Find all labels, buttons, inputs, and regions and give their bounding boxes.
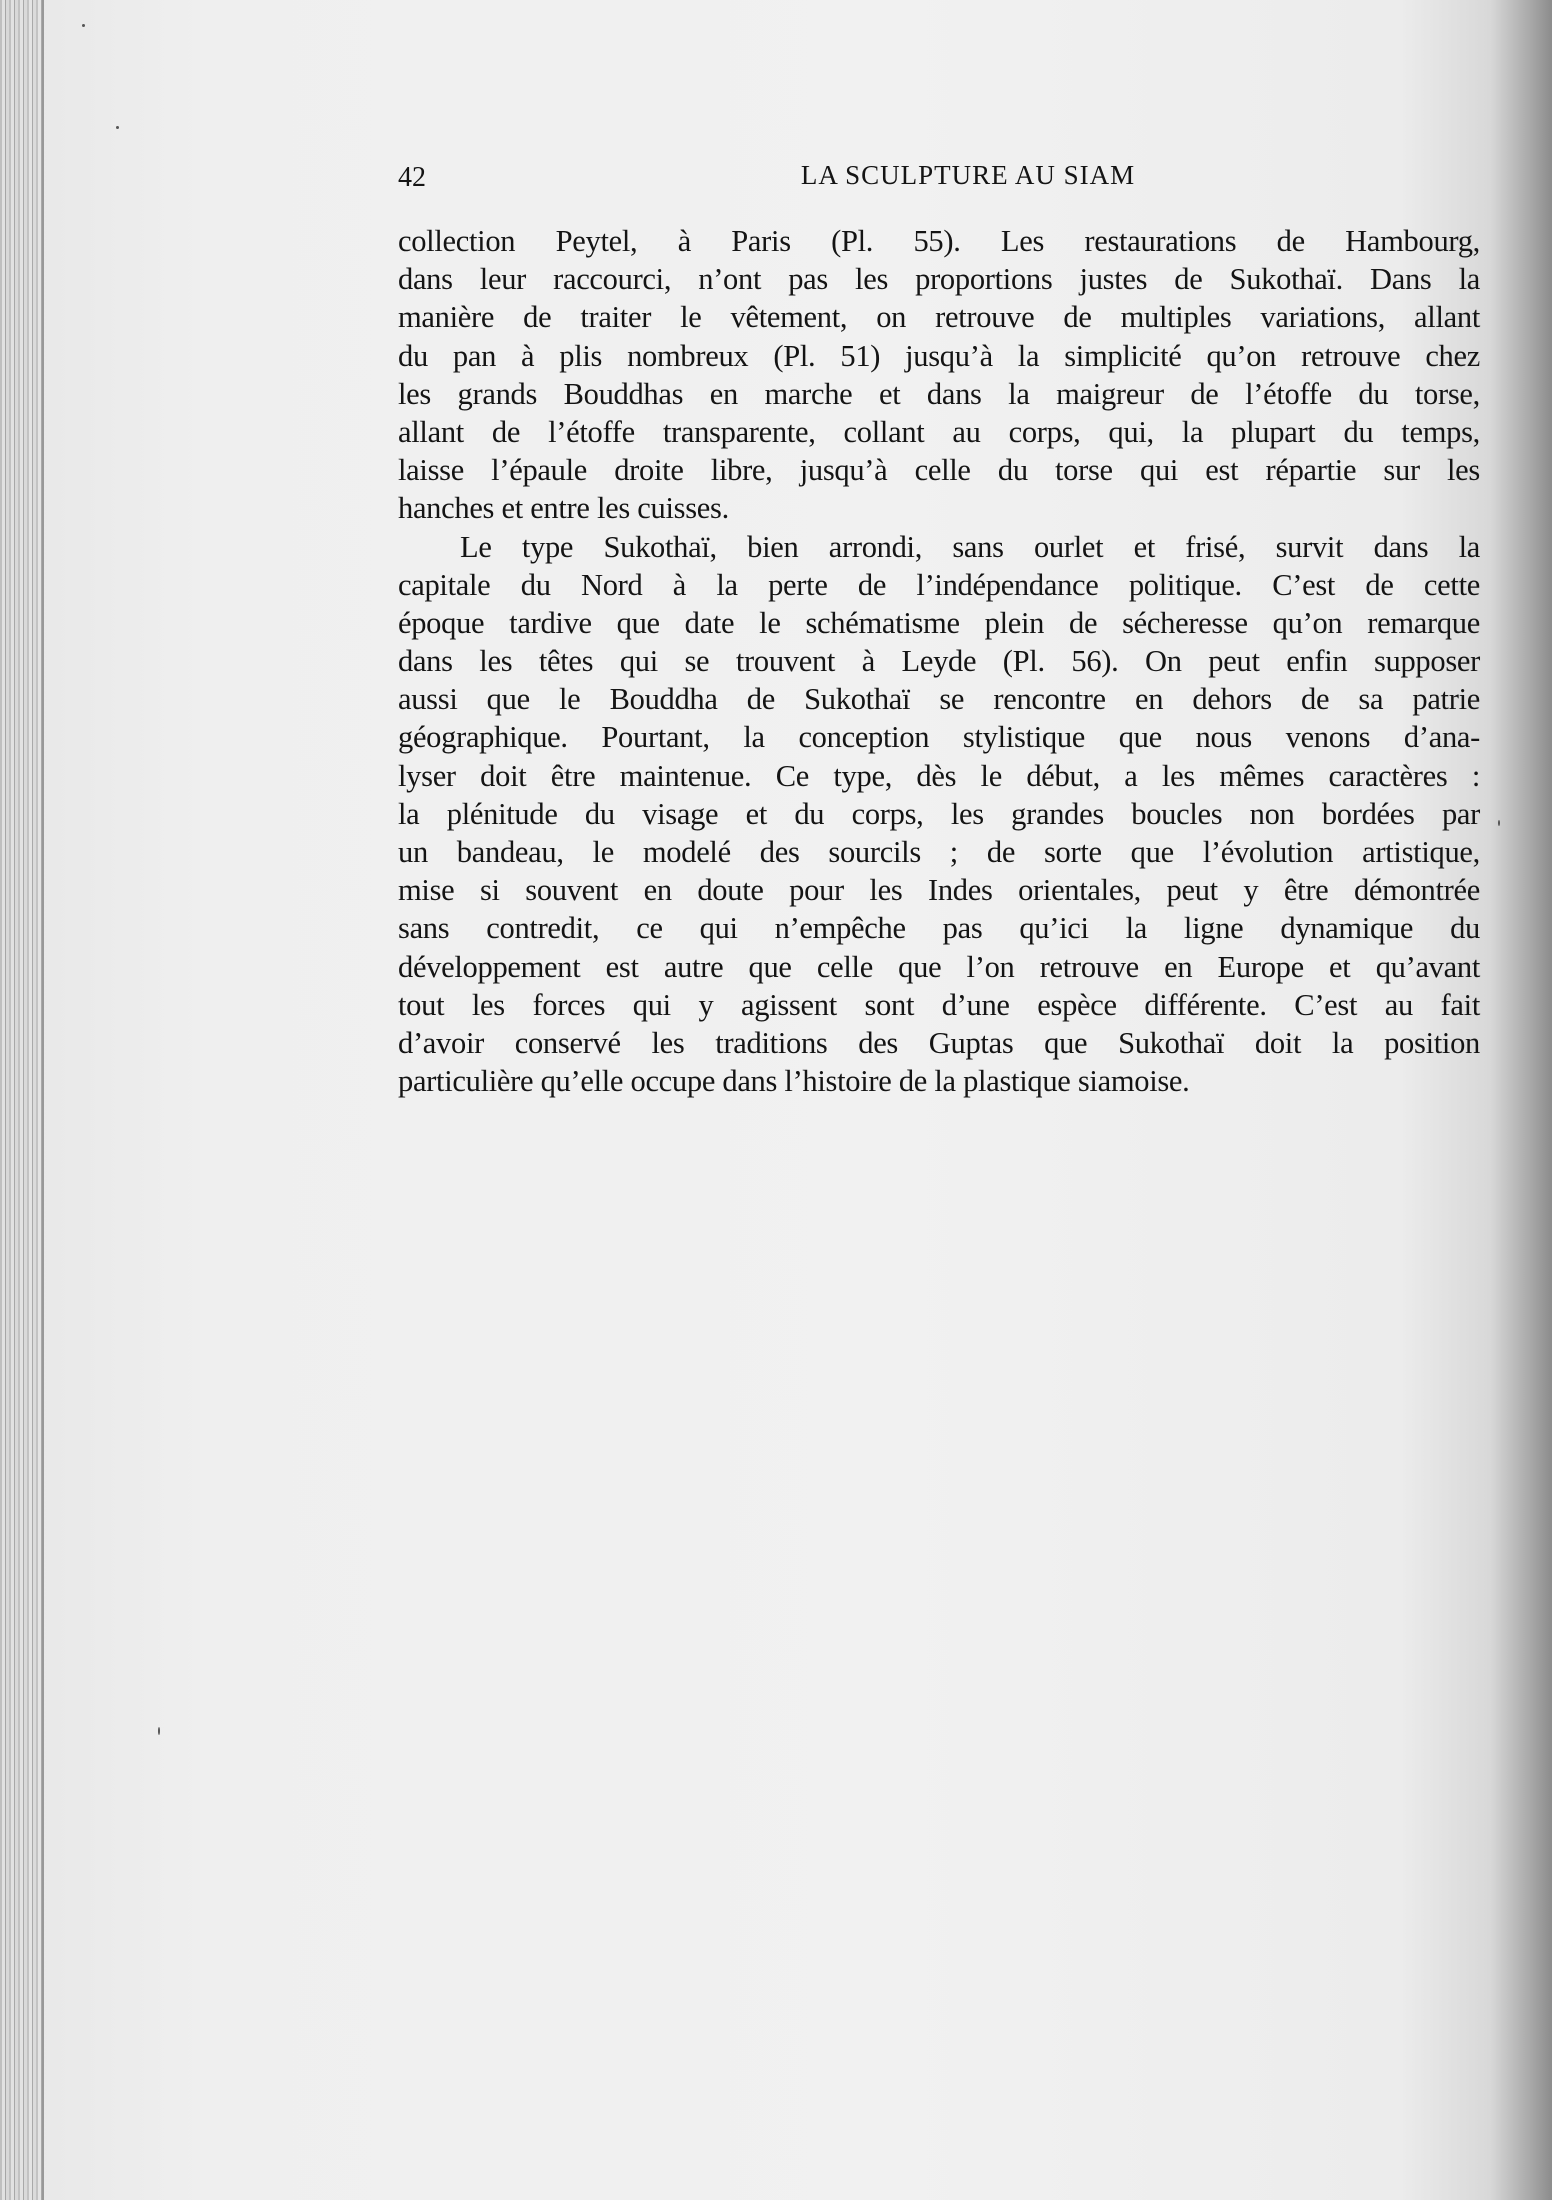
- text-line: du pan à plis nombreux (Pl. 51) jusqu’à la simplicité qu’on retrouve chez: [398, 338, 1480, 373]
- text-line: la plénitude du visage et du corps, les grandes boucles non bordées par: [398, 796, 1480, 831]
- text-line: laisse l’épaule droite libre, jusqu’à celle du torse qui est répartie sur les: [398, 453, 1480, 488]
- text-line: d’avoir conservé les traditions des Guptas que Sukothaï doit la position: [398, 1025, 1480, 1060]
- running-title: LA SCULPTURE AU SIAM: [800, 160, 1136, 190]
- text-line: capitale du Nord à la perte de l’indépendance politique. C’est de cette: [398, 567, 1480, 602]
- paper-speck: [158, 1727, 160, 1735]
- text-line: allant de l’étoffe transparente, collant au corps, qui, la plupart du temps,: [398, 414, 1480, 449]
- page-stack-edges: [0, 0, 44, 2200]
- text-line: manière de traiter le vêtement, on retrouve de multiples variations, allant: [398, 300, 1480, 335]
- page-number: 42: [398, 162, 426, 193]
- text-line: les grands Bouddhas en marche et dans la maigreur de l’étoffe du torse,: [398, 376, 1480, 411]
- text-line: géographique. Pourtant, la conception stylistique que nous venons d’ana-: [398, 720, 1480, 755]
- text-line: tout les forces qui y agissent sont d’une espèce différente. C’est au fait: [398, 987, 1480, 1022]
- text-line: dans leur raccourci, n’ont pas les proportions justes de Sukothaï. Dans la: [398, 262, 1480, 297]
- text-line: lyser doit être maintenue. Ce type, dès le début, a les mêmes caractères :: [398, 758, 1480, 793]
- paragraph-2: [398, 528, 1480, 1101]
- text-line: dans les têtes qui se trouvent à Leyde (Pl. 56). On peut enfin supposer: [398, 644, 1480, 679]
- text-line: mise si souvent en doute pour les Indes orientales, peut y être démontrée: [398, 873, 1480, 908]
- paper-speck: [116, 126, 119, 129]
- text-line: sans contredit, ce qui n’empêche pas qu’ici la ligne dynamique du: [398, 911, 1480, 946]
- text-line: hanches et entre les cuisses.: [398, 491, 729, 526]
- paper-speck: [82, 24, 85, 27]
- text-line: aussi que le Bouddha de Sukothaï se rencontre en dehors de sa patrie: [398, 682, 1480, 717]
- page-header: [398, 160, 1478, 200]
- body-text: [398, 222, 1480, 1100]
- text-line: époque tardive que date le schématisme plein de sécheresse qu’on remarque: [398, 605, 1480, 640]
- text-line: développement est autre que celle que l’on retrouve en Europe et qu’avant: [398, 949, 1480, 984]
- text-line: collection Peytel, à Paris (Pl. 55). Les restaurations de Hambourg,: [398, 224, 1480, 258]
- paper-speck: [1498, 820, 1500, 826]
- text-line: un bandeau, le modelé des sourcils ; de sorte que l’évolution artistique,: [398, 835, 1480, 869]
- text-line: Le type Sukothaï, bien arrondi, sans ourlet et frisé, survit dans la: [460, 529, 1480, 564]
- text-line: particulière qu’elle occupe dans l’histoire de la plastique siamoise.: [398, 1064, 1190, 1099]
- paragraph-1: [398, 222, 1480, 528]
